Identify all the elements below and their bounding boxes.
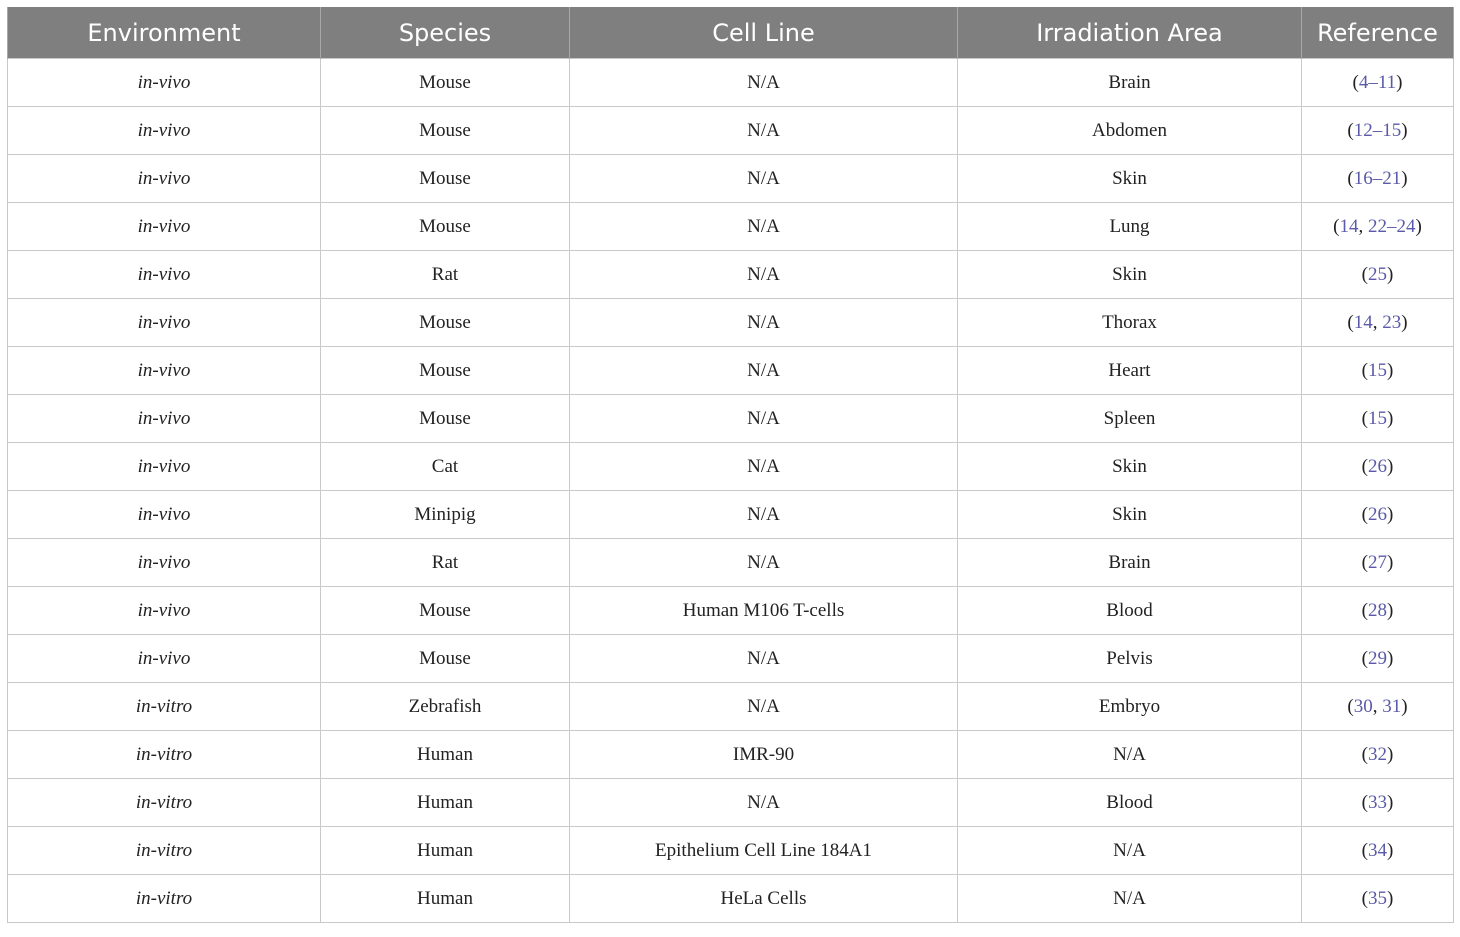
irradiation-area-cell: N/A bbox=[958, 731, 1302, 779]
species-cell: Rat bbox=[321, 539, 570, 587]
reference-link[interactable]: 26 bbox=[1368, 503, 1387, 525]
reference-cell: (32) bbox=[1302, 731, 1454, 779]
table-header-row bbox=[8, 7, 1454, 59]
reference-link[interactable]: 16–21 bbox=[1353, 167, 1402, 189]
reference-link[interactable]: 31 bbox=[1382, 695, 1402, 717]
environment-cell: in-vivo bbox=[8, 443, 321, 491]
table-row bbox=[8, 395, 1454, 443]
table-row bbox=[8, 59, 1454, 107]
table-row bbox=[8, 347, 1454, 395]
environment-cell: in-vivo bbox=[8, 347, 321, 395]
irradiation-area-cell: Blood bbox=[958, 587, 1302, 635]
environment-cell: in-vivo bbox=[8, 203, 321, 251]
reference-link[interactable]: 30 bbox=[1353, 695, 1373, 717]
reference-link[interactable]: 28 bbox=[1368, 599, 1387, 621]
environment-cell: in-vivo bbox=[8, 155, 321, 203]
reference-cell: (16–21) bbox=[1302, 155, 1454, 203]
reference-cell: (27) bbox=[1302, 539, 1454, 587]
data-table bbox=[7, 7, 1454, 923]
environment-cell: in-vitro bbox=[8, 827, 321, 875]
irradiation-area-cell: Skin bbox=[958, 155, 1302, 203]
environment-cell: in-vivo bbox=[8, 395, 321, 443]
table-row bbox=[8, 155, 1454, 203]
reference-link[interactable]: 23 bbox=[1382, 311, 1402, 333]
cell-line-cell: N/A bbox=[570, 59, 958, 107]
reference-cell: (25) bbox=[1302, 251, 1454, 299]
reference-cell: (28) bbox=[1302, 587, 1454, 635]
environment-cell: in-vivo bbox=[8, 635, 321, 683]
cell-line-cell: N/A bbox=[570, 443, 958, 491]
reference-link[interactable]: 4–11 bbox=[1358, 71, 1397, 93]
reference-cell: (26) bbox=[1302, 443, 1454, 491]
environment-cell: in-vivo bbox=[8, 491, 321, 539]
cell-line-cell: N/A bbox=[570, 299, 958, 347]
irradiation-area-cell: Blood bbox=[958, 779, 1302, 827]
irradiation-area-cell: Abdomen bbox=[958, 107, 1302, 155]
cell-line-cell: N/A bbox=[570, 539, 958, 587]
reference-cell: (26) bbox=[1302, 491, 1454, 539]
table-row bbox=[8, 443, 1454, 491]
table-row bbox=[8, 635, 1454, 683]
species-cell: Zebrafish bbox=[321, 683, 570, 731]
species-cell: Human bbox=[321, 731, 570, 779]
table-row bbox=[8, 731, 1454, 779]
reference-cell: (4–11) bbox=[1302, 59, 1454, 107]
irradiation-area-cell: Skin bbox=[958, 251, 1302, 299]
environment-cell: in-vitro bbox=[8, 731, 321, 779]
column-header-cell-line: Cell Line bbox=[570, 7, 958, 59]
irradiation-area-cell: N/A bbox=[958, 875, 1302, 923]
species-cell: Mouse bbox=[321, 203, 570, 251]
environment-cell: in-vivo bbox=[8, 59, 321, 107]
table-row bbox=[8, 107, 1454, 155]
reference-cell: (12–15) bbox=[1302, 107, 1454, 155]
reference-link[interactable]: 22–24 bbox=[1368, 215, 1416, 237]
species-cell: Mouse bbox=[321, 635, 570, 683]
species-cell: Mouse bbox=[321, 347, 570, 395]
environment-cell: in-vitro bbox=[8, 683, 321, 731]
species-cell: Cat bbox=[321, 443, 570, 491]
irradiation-area-cell: Spleen bbox=[958, 395, 1302, 443]
reference-cell: (34) bbox=[1302, 827, 1454, 875]
species-cell: Mouse bbox=[321, 59, 570, 107]
species-cell: Human bbox=[321, 875, 570, 923]
species-cell: Human bbox=[321, 827, 570, 875]
reference-link[interactable]: 12–15 bbox=[1353, 119, 1402, 141]
environment-cell: in-vivo bbox=[8, 251, 321, 299]
cell-line-cell: IMR-90 bbox=[570, 731, 958, 779]
table-row bbox=[8, 251, 1454, 299]
irradiation-area-cell: Brain bbox=[958, 59, 1302, 107]
reference-link[interactable]: 35 bbox=[1368, 887, 1387, 909]
irradiation-area-cell: Skin bbox=[958, 491, 1302, 539]
reference-link[interactable]: 34 bbox=[1368, 839, 1387, 861]
table-row bbox=[8, 587, 1454, 635]
cell-line-cell: N/A bbox=[570, 683, 958, 731]
cell-line-cell: Human M106 T-cells bbox=[570, 587, 958, 635]
environment-cell: in-vivo bbox=[8, 539, 321, 587]
table-body bbox=[8, 59, 1454, 923]
cell-line-cell: N/A bbox=[570, 395, 958, 443]
environment-cell: in-vivo bbox=[8, 299, 321, 347]
table-row bbox=[8, 827, 1454, 875]
table-row bbox=[8, 539, 1454, 587]
species-cell: Minipig bbox=[321, 491, 570, 539]
reference-link[interactable]: 15 bbox=[1368, 359, 1387, 381]
environment-cell: in-vitro bbox=[8, 779, 321, 827]
reference-link[interactable]: 15 bbox=[1368, 407, 1387, 429]
irradiation-area-cell: Skin bbox=[958, 443, 1302, 491]
species-cell: Mouse bbox=[321, 299, 570, 347]
column-header-irradiation-area: Irradiation Area bbox=[958, 7, 1302, 59]
environment-cell: in-vitro bbox=[8, 875, 321, 923]
cell-line-cell: N/A bbox=[570, 491, 958, 539]
reference-link[interactable]: 25 bbox=[1368, 263, 1387, 285]
irradiation-area-cell: Lung bbox=[958, 203, 1302, 251]
irradiation-area-cell: N/A bbox=[958, 827, 1302, 875]
cell-line-cell: N/A bbox=[570, 203, 958, 251]
reference-cell: (14, 23) bbox=[1302, 299, 1454, 347]
irradiation-area-cell: Brain bbox=[958, 539, 1302, 587]
cell-line-cell: N/A bbox=[570, 347, 958, 395]
reference-cell: (30, 31) bbox=[1302, 683, 1454, 731]
reference-link[interactable]: 29 bbox=[1368, 647, 1387, 669]
environment-cell: in-vivo bbox=[8, 587, 321, 635]
cell-line-cell: HeLa Cells bbox=[570, 875, 958, 923]
cell-line-cell: N/A bbox=[570, 635, 958, 683]
cell-line-cell: N/A bbox=[570, 107, 958, 155]
species-cell: Mouse bbox=[321, 587, 570, 635]
table-row bbox=[8, 683, 1454, 731]
irradiation-area-cell: Embryo bbox=[958, 683, 1302, 731]
reference-link[interactable]: 27 bbox=[1368, 551, 1387, 573]
irradiation-area-cell: Heart bbox=[958, 347, 1302, 395]
table-row bbox=[8, 491, 1454, 539]
species-cell: Mouse bbox=[321, 395, 570, 443]
reference-cell: (15) bbox=[1302, 347, 1454, 395]
reference-link[interactable]: 14 bbox=[1353, 311, 1373, 333]
species-cell: Mouse bbox=[321, 155, 570, 203]
reference-cell: (29) bbox=[1302, 635, 1454, 683]
reference-cell: (14, 22–24) bbox=[1302, 203, 1454, 251]
cell-line-cell: N/A bbox=[570, 155, 958, 203]
species-cell: Mouse bbox=[321, 107, 570, 155]
table-row bbox=[8, 203, 1454, 251]
column-header-environment: Environment bbox=[8, 7, 321, 59]
cell-line-cell: N/A bbox=[570, 779, 958, 827]
reference-link[interactable]: 33 bbox=[1368, 791, 1387, 813]
reference-cell: (33) bbox=[1302, 779, 1454, 827]
reference-link[interactable]: 32 bbox=[1368, 743, 1387, 765]
reference-link[interactable]: 26 bbox=[1368, 455, 1387, 477]
irradiation-area-cell: Pelvis bbox=[958, 635, 1302, 683]
reference-cell: (15) bbox=[1302, 395, 1454, 443]
table-row bbox=[8, 299, 1454, 347]
species-cell: Human bbox=[321, 779, 570, 827]
species-cell: Rat bbox=[321, 251, 570, 299]
table-row bbox=[8, 875, 1454, 923]
reference-link[interactable]: 14 bbox=[1339, 215, 1359, 237]
cell-line-cell: Epithelium Cell Line 184A1 bbox=[570, 827, 958, 875]
environment-cell: in-vivo bbox=[8, 107, 321, 155]
column-header-species: Species bbox=[321, 7, 570, 59]
table-row bbox=[8, 779, 1454, 827]
irradiation-area-cell: Thorax bbox=[958, 299, 1302, 347]
reference-cell: (35) bbox=[1302, 875, 1454, 923]
column-header-reference: Reference bbox=[1302, 7, 1454, 59]
cell-line-cell: N/A bbox=[570, 251, 958, 299]
